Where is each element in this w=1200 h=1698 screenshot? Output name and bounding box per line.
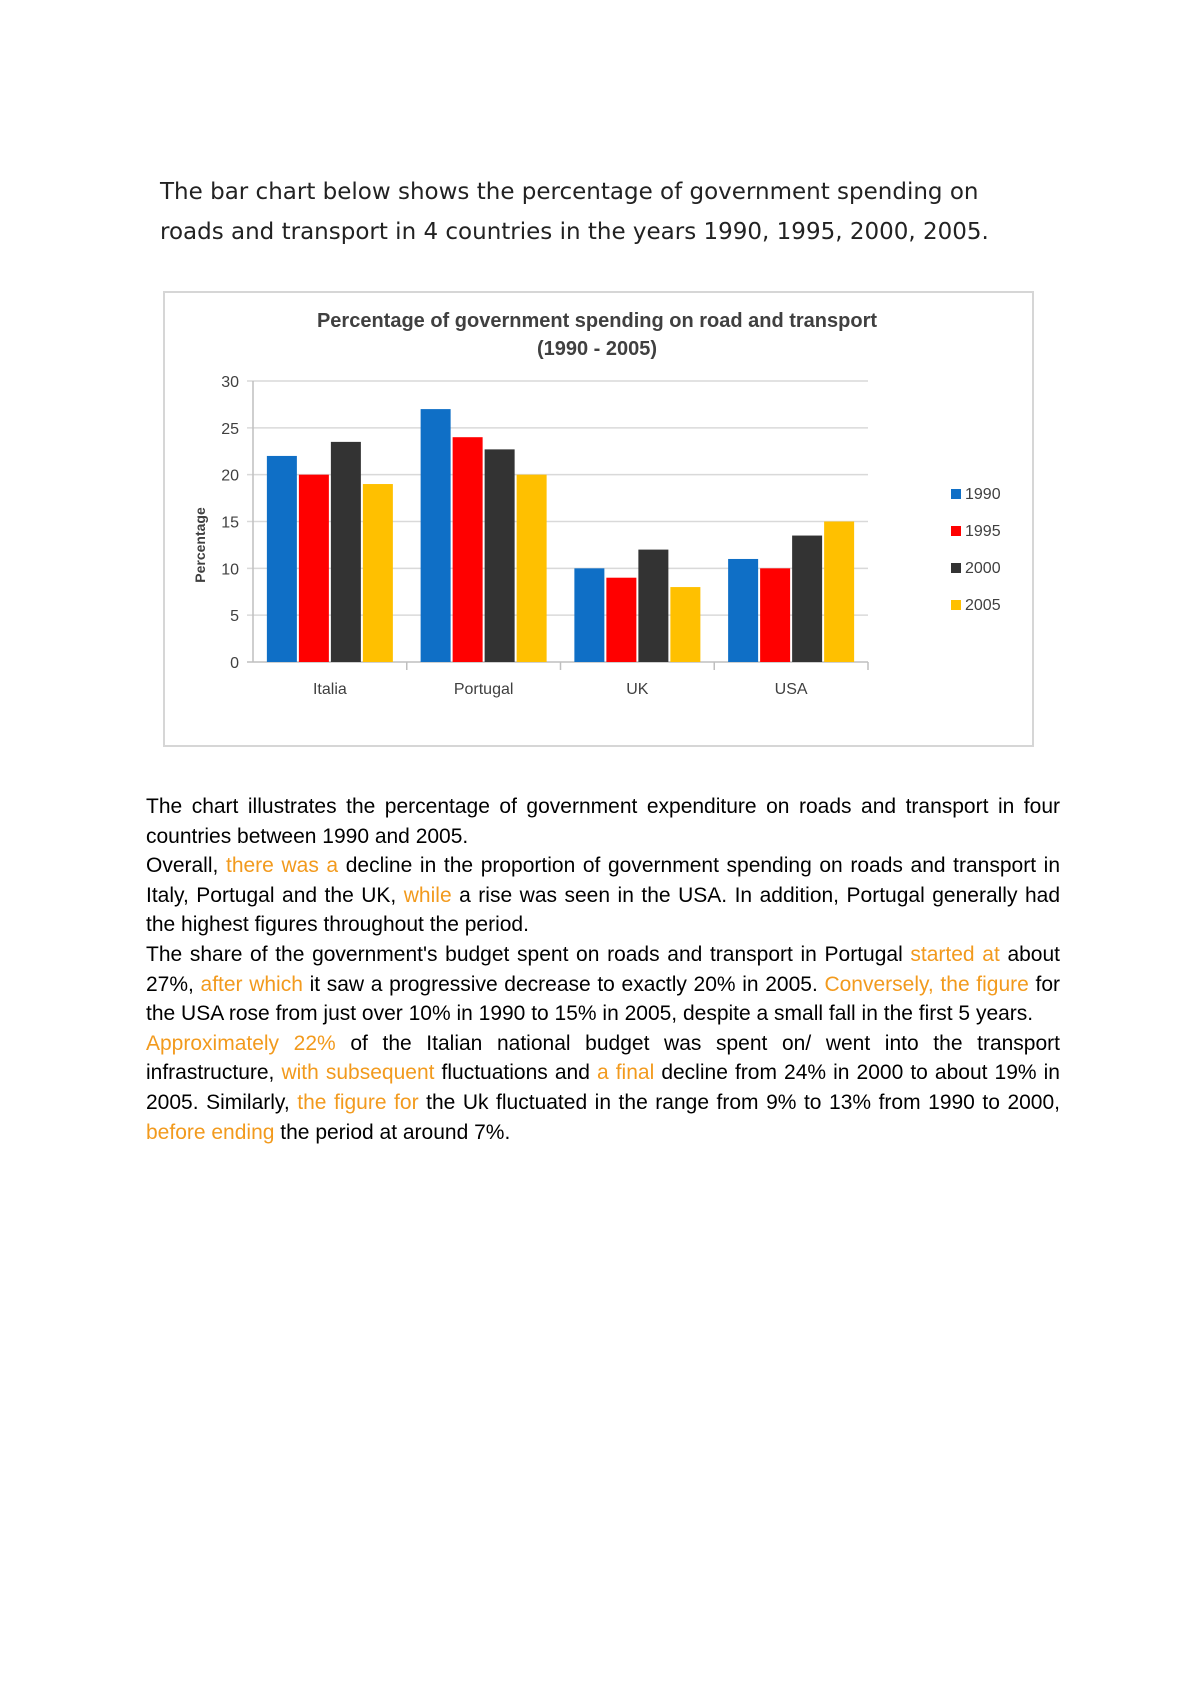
highlighted-phrase: Approximately 22% xyxy=(146,1031,336,1055)
legend-label-1995: 1995 xyxy=(965,523,1001,540)
y-tick-label: 25 xyxy=(221,420,239,438)
text-run: decline from 24% in 2000 to about 19% in 2005. Similarly, xyxy=(146,1061,1060,1114)
y-axis-label: Percentage xyxy=(192,507,208,583)
legend-swatch-2000 xyxy=(951,563,961,573)
y-tick-label: 20 xyxy=(221,467,239,485)
essay-text xyxy=(146,792,1060,1147)
highlighted-phrase: there was a xyxy=(225,854,339,878)
highlighted-phrase: before ending xyxy=(146,1120,275,1144)
y-tick-label: 30 xyxy=(221,374,239,391)
bar-usa-2005 xyxy=(824,522,854,663)
y-tick-label: 5 xyxy=(230,608,239,626)
chart-subtitle: (1990 - 2005) xyxy=(536,338,658,360)
essay-paragraph-1 xyxy=(146,792,1060,851)
text-run: it saw a progressive decrease to exactly 20% in 2005. xyxy=(302,972,825,996)
text-run: decline in the proportion of government spending on roads and transport in Italy, Portugal and the UK, xyxy=(146,854,1061,907)
bar-chart xyxy=(165,293,1032,745)
text-run: the Uk fluctuated in the range from 9% to 13% from 1990 to 2000, xyxy=(418,1090,1061,1114)
text-run: fluctuations and xyxy=(434,1061,597,1085)
task-prompt-line-2: roads and transport in 4 countries in the years 1990, 1995, 2000, 2005. xyxy=(160,219,989,245)
highlighted-phrase: while xyxy=(403,883,452,907)
essay-paragraph-2 xyxy=(146,851,1060,940)
bar-portugal-2005 xyxy=(517,475,547,662)
y-tick-label: 10 xyxy=(221,561,239,579)
text-run: The chart illustrates the percentage of government expenditure on roads and transport in four countries between 1990 and 2005. xyxy=(146,795,1060,848)
bar-italia-2005 xyxy=(363,484,393,662)
bar-uk-1995 xyxy=(606,578,636,662)
legend-label-2005: 2005 xyxy=(965,597,1001,614)
bar-uk-2000 xyxy=(638,550,668,662)
bar-usa-1990 xyxy=(728,559,758,662)
text-run: a rise was seen in the USA. In addition, Portugal generally had the highest figures throughout the period. xyxy=(146,883,1060,937)
text-run: Overall, xyxy=(146,854,226,878)
bar-portugal-1995 xyxy=(453,437,483,662)
essay-paragraph-3 xyxy=(146,940,1060,1029)
bar-chart-frame xyxy=(163,291,1034,747)
bar-portugal-1990 xyxy=(421,409,451,662)
highlighted-phrase: a final xyxy=(596,1061,655,1085)
text-run: for the USA rose from just over 10% in 1990 to 15% in 2005, despite a small fall in the first 5 years. xyxy=(146,972,1060,1026)
bar-italia-1995 xyxy=(299,475,329,662)
y-tick-label: 0 xyxy=(230,655,239,672)
bar-italia-2000 xyxy=(331,442,361,662)
legend-label-1990: 1990 xyxy=(965,486,1001,503)
bar-usa-1995 xyxy=(760,568,790,662)
text-run: of the Italian national budget was spent on/ went into the transport infrastructure, xyxy=(146,1031,1060,1085)
highlighted-phrase: with subsequent xyxy=(281,1061,435,1085)
bar-uk-2005 xyxy=(670,587,700,662)
highlighted-phrase: the figure for xyxy=(297,1090,419,1114)
bar-italia-1990 xyxy=(267,456,297,662)
task-prompt xyxy=(160,172,1060,252)
y-tick-label: 15 xyxy=(221,514,239,532)
legend-label-2000: 2000 xyxy=(965,560,1001,577)
x-tick-label: Portugal xyxy=(453,681,514,698)
highlighted-phrase: after which xyxy=(200,972,303,996)
x-tick-label: UK xyxy=(626,681,649,698)
text-run: the period at around 7%. xyxy=(274,1120,511,1144)
x-tick-label: Italia xyxy=(312,681,347,698)
highlighted-phrase: started at xyxy=(910,942,1000,966)
x-tick-label: USA xyxy=(774,681,808,698)
legend-swatch-2005 xyxy=(951,600,961,610)
legend-swatch-1990 xyxy=(951,489,961,499)
text-run: about 27%, xyxy=(146,942,1060,996)
legend-swatch-1995 xyxy=(951,526,961,536)
bar-usa-2000 xyxy=(792,536,822,662)
highlighted-phrase: Conversely, the figure xyxy=(824,972,1029,996)
task-prompt-line-1: The bar chart below shows the percentage of government spending on xyxy=(160,179,979,205)
bar-uk-1990 xyxy=(574,568,604,662)
essay-paragraph-4 xyxy=(146,1029,1060,1147)
chart-title: Percentage of government spending on road and transport xyxy=(316,310,878,332)
bar-portugal-2000 xyxy=(485,449,515,662)
text-run: The share of the government's budget spent on roads and transport in Portugal xyxy=(146,942,911,966)
